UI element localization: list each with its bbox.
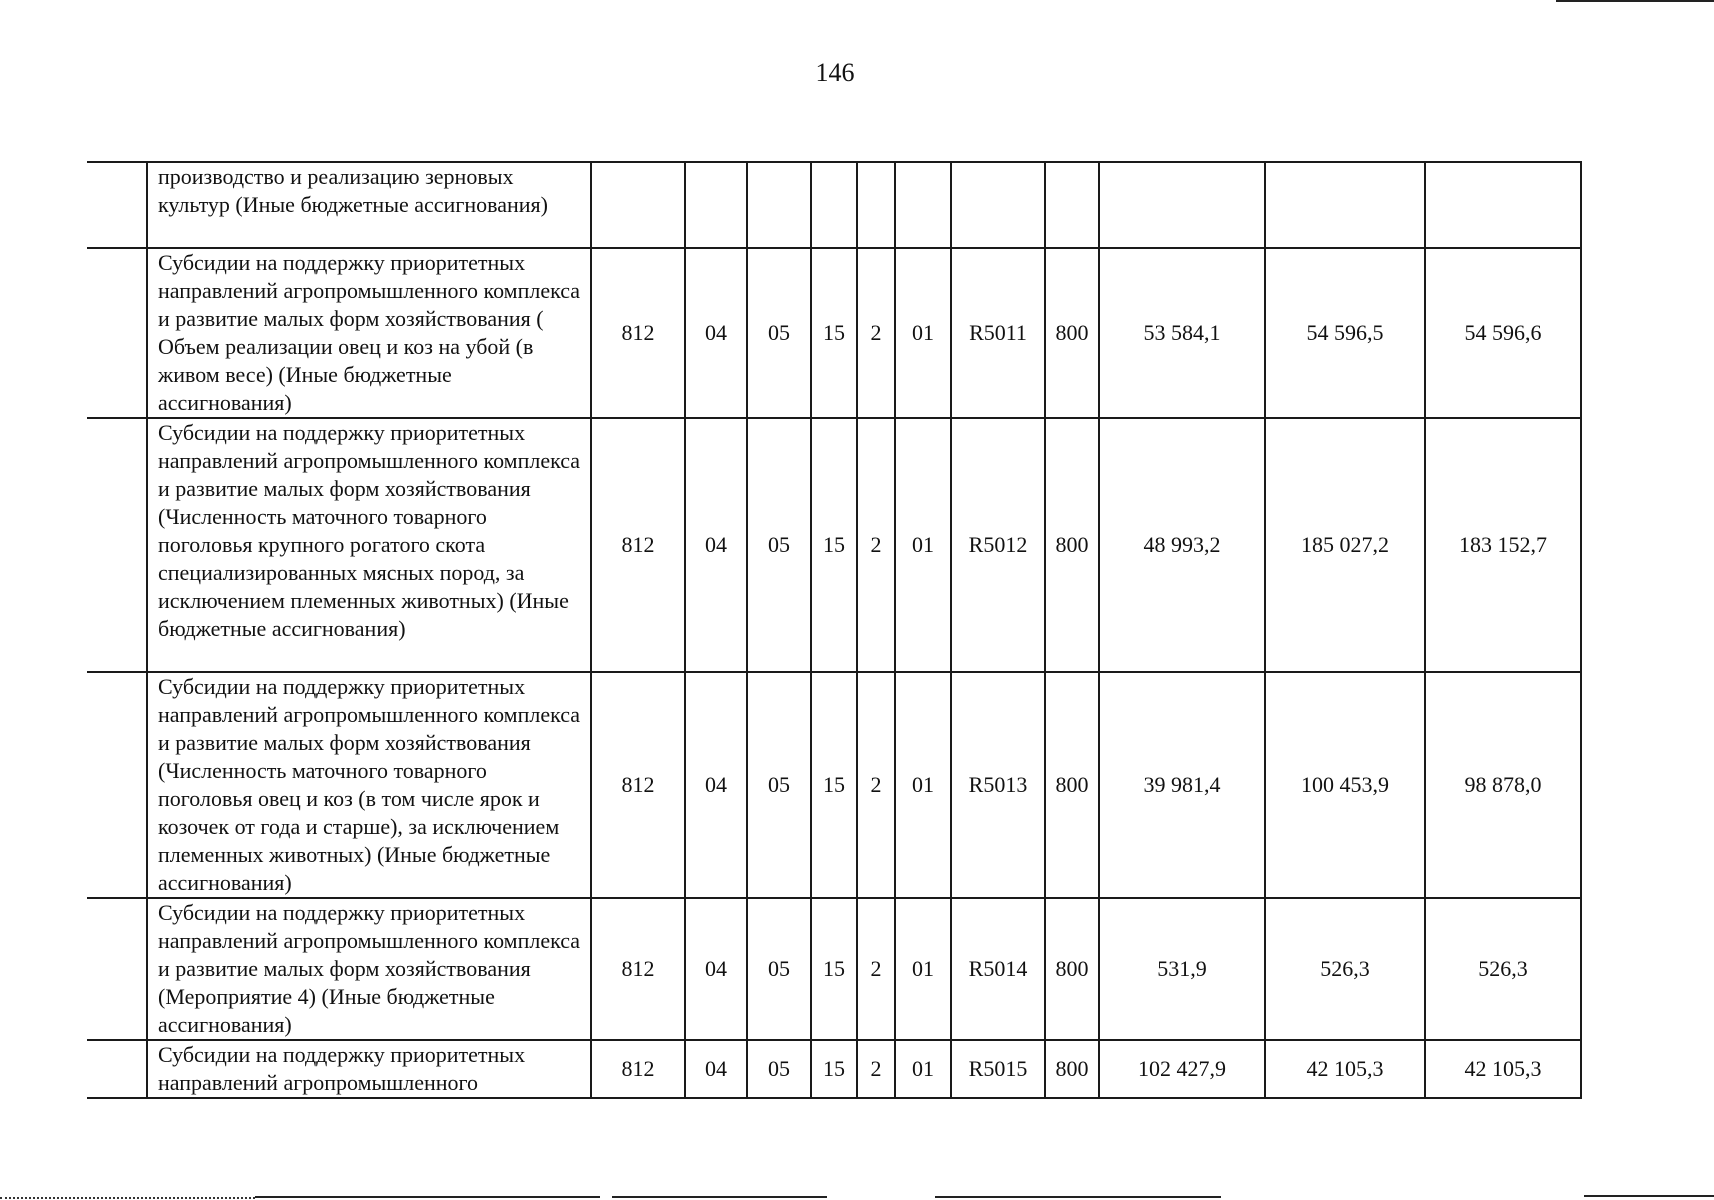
- scan-edge-line-bottom-right: [935, 1196, 1221, 1198]
- table-row: [87, 248, 1581, 418]
- expense-type-code-cell: 800: [1045, 248, 1099, 418]
- budget-table: [87, 161, 1582, 1099]
- subprogram-code-cell: 2: [857, 672, 895, 898]
- expense-type-code-cell: 800: [1045, 672, 1099, 898]
- event-code-cell: 01: [895, 1040, 951, 1098]
- row-index-cell: [87, 1040, 147, 1098]
- amount-year1-cell: 39 981,4: [1099, 672, 1265, 898]
- subprogram-code-cell: 2: [857, 248, 895, 418]
- amount-year3-cell: 42 105,3: [1425, 1040, 1581, 1098]
- expense-type-code-cell: 800: [1045, 1040, 1099, 1098]
- ministry-code-cell: 812: [591, 1040, 685, 1098]
- description-cell: Субсидии на поддержку приоритетных направлений агропромышленного: [147, 1040, 591, 1098]
- subsection-code-cell: 05: [747, 1040, 811, 1098]
- subsection-code-cell: 05: [747, 248, 811, 418]
- program-code-cell: 15: [811, 898, 857, 1040]
- expense-type-code-cell: 800: [1045, 418, 1099, 672]
- table-body: [87, 162, 1581, 1098]
- row-index-cell: [87, 898, 147, 1040]
- section-code-cell: 04: [685, 672, 747, 898]
- amount-year1-cell: 48 993,2: [1099, 418, 1265, 672]
- section-code-cell: 04: [685, 898, 747, 1040]
- ministry-code-cell: 812: [591, 672, 685, 898]
- table-row: [87, 1040, 1581, 1098]
- amount-year1-cell: [1099, 162, 1265, 248]
- program-code-cell: 15: [811, 1040, 857, 1098]
- event-code-cell: 01: [895, 672, 951, 898]
- program-code-cell: 15: [811, 248, 857, 418]
- amount-year2-cell: 42 105,3: [1265, 1040, 1425, 1098]
- direction-code-cell: R5011: [951, 248, 1045, 418]
- direction-code-cell: R5015: [951, 1040, 1045, 1098]
- scan-edge-line-top-right: [1556, 0, 1714, 2]
- amount-year3-cell: [1425, 162, 1581, 248]
- amount-year3-cell: 526,3: [1425, 898, 1581, 1040]
- amount-year1-cell: 531,9: [1099, 898, 1265, 1040]
- subsection-code-cell: 05: [747, 418, 811, 672]
- description-cell: Субсидии на поддержку приоритетных направлений агропромышленного комплекса и развитие малых форм хозяйствования (Численность маточного товарного поголовья овец и коз (в том числе ярок и козочек от года и старше), за исключением племенных животных) (Иные бюджетные ассигнования): [147, 672, 591, 898]
- subprogram-code-cell: 2: [857, 418, 895, 672]
- event-code-cell: 01: [895, 248, 951, 418]
- event-code-cell: 01: [895, 418, 951, 672]
- expense-type-code-cell: 800: [1045, 898, 1099, 1040]
- direction-code-cell: [951, 162, 1045, 248]
- subsection-code-cell: 05: [747, 672, 811, 898]
- subprogram-code-cell: 2: [857, 1040, 895, 1098]
- description-cell: производство и реализацию зерновых культур (Иные бюджетные ассигнования): [147, 162, 591, 248]
- event-code-cell: [895, 162, 951, 248]
- amount-year2-cell: 526,3: [1265, 898, 1425, 1040]
- description-cell: Субсидии на поддержку приоритетных направлений агропромышленного комплекса и развитие малых форм хозяйствования (Мероприятие 4) (Иные бюджетные ассигнования): [147, 898, 591, 1040]
- scan-edge-line-bottom-center: [612, 1196, 827, 1198]
- ministry-code-cell: 812: [591, 898, 685, 1040]
- row-index-cell: [87, 162, 147, 248]
- amount-year3-cell: 98 878,0: [1425, 672, 1581, 898]
- amount-year3-cell: 54 596,6: [1425, 248, 1581, 418]
- amount-year1-cell: 102 427,9: [1099, 1040, 1265, 1098]
- direction-code-cell: R5012: [951, 418, 1045, 672]
- direction-code-cell: R5014: [951, 898, 1045, 1040]
- program-code-cell: 15: [811, 418, 857, 672]
- table-row: [87, 898, 1581, 1040]
- amount-year3-cell: 183 152,7: [1425, 418, 1581, 672]
- ministry-code-cell: [591, 162, 685, 248]
- page-number: 146: [815, 58, 855, 87]
- section-code-cell: 04: [685, 418, 747, 672]
- amount-year1-cell: 53 584,1: [1099, 248, 1265, 418]
- table-row: [87, 162, 1581, 248]
- subsection-code-cell: 05: [747, 898, 811, 1040]
- description-cell: Субсидии на поддержку приоритетных направлений агропромышленного комплекса и развитие малых форм хозяйствования ( Объем реализации овец и коз на убой (в живом весе) (Иные бюджетные ассигнования): [147, 248, 591, 418]
- amount-year2-cell: 100 453,9: [1265, 672, 1425, 898]
- event-code-cell: 01: [895, 898, 951, 1040]
- scan-edge-line-bottom-far-right: [1584, 1195, 1714, 1197]
- section-code-cell: 04: [685, 248, 747, 418]
- section-code-cell: [685, 162, 747, 248]
- program-code-cell: 15: [811, 672, 857, 898]
- description-cell: Субсидии на поддержку приоритетных направлений агропромышленного комплекса и развитие малых форм хозяйствования (Численность маточного товарного поголовья крупного рогатого скота специализированных мясных пород, за исключением племенных животных) (Иные бюджетные ассигнования): [147, 418, 591, 672]
- direction-code-cell: R5013: [951, 672, 1045, 898]
- amount-year2-cell: 185 027,2: [1265, 418, 1425, 672]
- section-code-cell: 04: [685, 1040, 747, 1098]
- ministry-code-cell: 812: [591, 248, 685, 418]
- row-index-cell: [87, 418, 147, 672]
- table-row: [87, 418, 1581, 672]
- program-code-cell: [811, 162, 857, 248]
- scan-edge-line-bottom-mid: [255, 1196, 600, 1198]
- amount-year2-cell: 54 596,5: [1265, 248, 1425, 418]
- ministry-code-cell: 812: [591, 418, 685, 672]
- scan-edge-line-bottom-left: [0, 1197, 255, 1199]
- row-index-cell: [87, 672, 147, 898]
- amount-year2-cell: [1265, 162, 1425, 248]
- subprogram-code-cell: [857, 162, 895, 248]
- row-index-cell: [87, 248, 147, 418]
- table-row: [87, 672, 1581, 898]
- subprogram-code-cell: 2: [857, 898, 895, 1040]
- subsection-code-cell: [747, 162, 811, 248]
- expense-type-code-cell: [1045, 162, 1099, 248]
